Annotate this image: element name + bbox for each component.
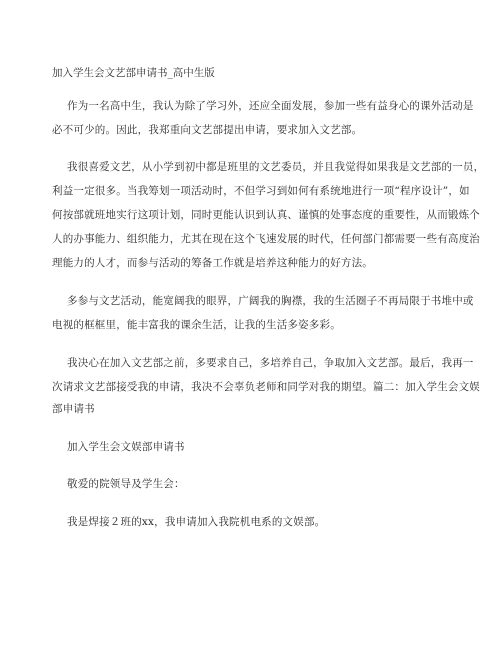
subtitle-line: 加入学生会文娱部申请书 <box>67 441 185 453</box>
paragraph-1-line-2: 必不可少的。因此，我郑重向文艺部提出申请，要求加入文艺部。 <box>52 124 363 136</box>
paragraph-2-line-5: 理能力的人才，而参与活动的筹备工作就是培养这种能力的好方法。 <box>52 257 373 269</box>
paragraph-4-line-3: 部申请书 <box>52 403 95 415</box>
paragraph-2-line-1: 我很喜爱文艺，从小学到初中都是班里的文艺委员，并且我觉得如果我是文艺部的一员， <box>67 161 485 173</box>
document-title: 加入学生会文艺部申请书_高中生版 <box>52 67 215 79</box>
intro-line: 我是焊接２班的xx，我申请加入我院机电系的文娱部。 <box>67 516 326 528</box>
paragraph-4-line-2: 次请求文艺部接受我的申请，我决不会辜负老师和同学对我的期望。篇二：加入学生会文娱 <box>52 381 480 393</box>
paragraph-1-line-1: 作为一名高中生，我认为除了学习外，还应全面发展，参加一些有益身心的课外活动是 <box>67 100 474 112</box>
paragraph-3-line-2: 电视的框框里，能丰富我的课余生活，让我的生活多姿多彩。 <box>52 319 341 331</box>
paragraph-2-line-3: 何按部就班地实行这项计划，同时更能认识到认真、谨慎的处事态度的重要性，从而锻炼个 <box>52 209 480 221</box>
paragraph-2-line-2: 利益一定很多。当我筹划一项活动时，不但学习到如何有系统地进行一项“程序设计”，如 <box>52 185 470 197</box>
salutation-line: 敬爱的院领导及学生会： <box>67 478 185 490</box>
paragraph-4-line-1: 我决心在加入文艺部之前，多要求自己，多培养自己，争取加入文艺部。最后，我再一 <box>67 357 474 369</box>
paragraph-3-line-1: 多参与文艺活动，能宽阔我的眼界，广阔我的胸襟，我的生活圈子不再局限于书堆中或 <box>67 295 474 307</box>
paragraph-2-line-4: 人的办事能力、组织能力，尤其在现在这个飞速发展的时代，任何部门都需要一些有高度治 <box>52 233 480 245</box>
